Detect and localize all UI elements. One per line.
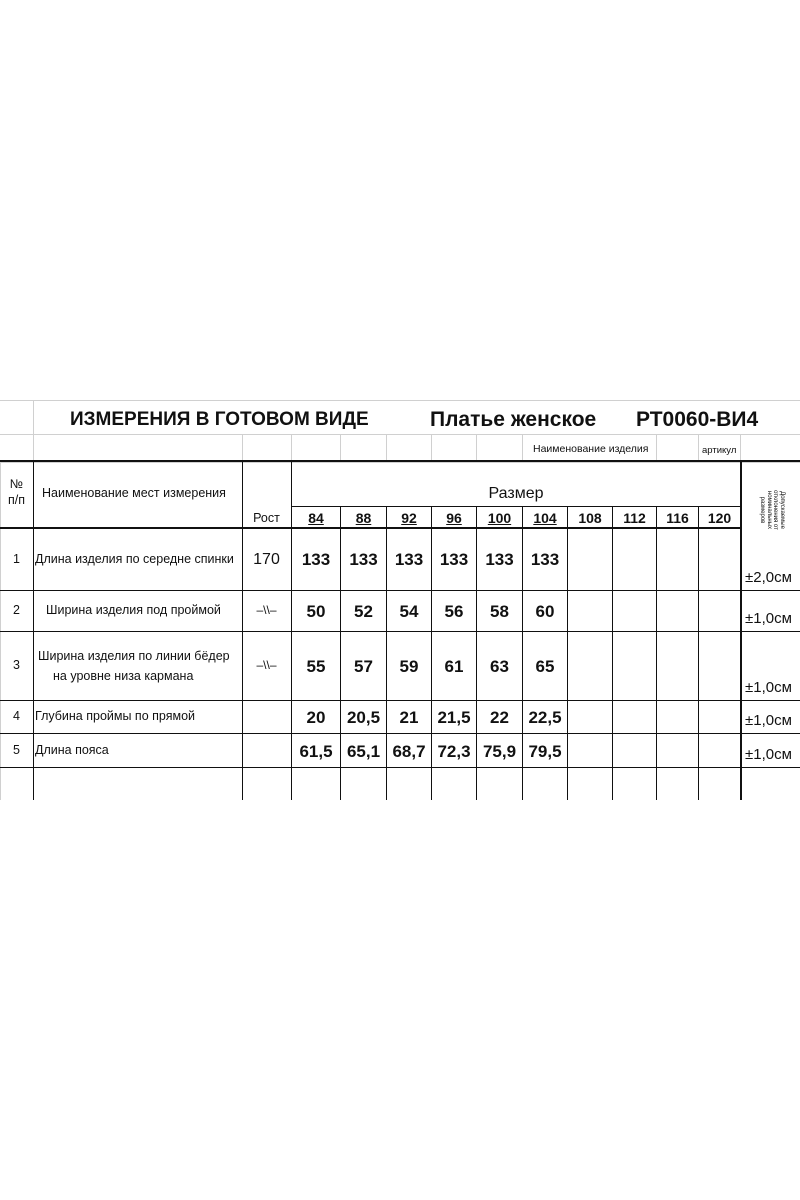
gridline — [340, 434, 341, 462]
gridline — [698, 434, 699, 462]
sheet-title: ИЗМЕРЕНИЯ В ГОТОВОМ ВИДЕ — [70, 409, 369, 430]
gridline — [291, 434, 292, 462]
size-header-cell: 120 — [707, 510, 732, 526]
column-header-height: Рост — [253, 511, 280, 525]
measurement-value: 68,7 — [392, 741, 426, 761]
column-header-tolerance: Допускаемые отклонения от номинальных размеров — [759, 490, 785, 530]
gridline — [656, 434, 657, 462]
measurement-value: 22 — [490, 708, 509, 727]
tolerance-value: ±1,0см — [745, 610, 792, 627]
gridline — [0, 434, 800, 435]
measurement-value: 63 — [490, 657, 509, 676]
table-border — [0, 700, 800, 701]
measurement-name: Длина пояса — [35, 742, 109, 757]
measurement-name: Глубина проймы по прямой — [35, 709, 195, 723]
height-value: –\\– — [256, 658, 277, 672]
gridline — [242, 434, 243, 462]
measurement-value: 61,5 — [299, 741, 333, 761]
product-name: Платье женское — [430, 408, 597, 431]
measurement-value: 133 — [394, 550, 424, 569]
table-border — [612, 506, 613, 800]
measurement-value: 75,9 — [482, 741, 517, 761]
tolerance-value: ±1,0см — [745, 679, 792, 696]
table-border — [567, 506, 568, 800]
product-name-label: Наименование изделия — [533, 443, 649, 455]
measurement-value: 65 — [535, 657, 555, 676]
measurement-value: 133 — [349, 550, 378, 569]
gridline — [522, 434, 523, 462]
measurement-value: 20,5 — [346, 708, 381, 727]
size-header-cell: 112 — [623, 510, 646, 526]
table-border — [0, 631, 800, 632]
table-border — [0, 767, 800, 768]
measurement-value: 79,5 — [528, 741, 562, 761]
row-number: 2 — [13, 603, 20, 617]
row-number: 1 — [13, 552, 20, 566]
measurement-value: 133 — [301, 550, 331, 569]
gridline — [33, 400, 34, 462]
row-number: 5 — [13, 742, 20, 757]
size-header-cell: 104 — [533, 510, 557, 526]
tolerance-value: ±2,0см — [745, 569, 792, 586]
tolerance-value: ±1,0см — [745, 746, 792, 763]
measurement-value: 50 — [306, 602, 326, 621]
measurement-name: Ширина изделия под проймой — [46, 603, 221, 617]
gridline — [386, 434, 387, 462]
measurement-name: Длина изделия по середне спинки — [35, 552, 234, 566]
measurement-value: 60 — [535, 602, 555, 621]
height-value: –\\– — [256, 603, 277, 617]
tolerance-value: ±1,0см — [745, 712, 792, 729]
article-label: артикул — [702, 445, 737, 456]
measurement-value: 54 — [399, 602, 419, 621]
measurement-value: 20 — [306, 708, 326, 727]
size-header-cell: 100 — [487, 510, 512, 526]
gridline — [0, 462, 800, 463]
column-header-size: Размер — [488, 485, 544, 502]
gridline — [431, 434, 432, 462]
size-header-cell: 92 — [401, 510, 417, 526]
measurement-value: 56 — [444, 602, 464, 621]
table-border — [292, 506, 740, 507]
article-code: РТ0060-ВИ4 — [636, 408, 759, 431]
measurement-value: 58 — [490, 602, 509, 621]
measurement-name: Ширина изделия по линии бёдер — [38, 649, 230, 663]
measurement-value: 133 — [485, 550, 514, 569]
gridline — [476, 434, 477, 462]
measurement-value: 55 — [306, 657, 326, 676]
measurement-value: 21,5 — [437, 708, 471, 727]
row-number: 4 — [13, 709, 20, 723]
measurement-value: 59 — [399, 657, 419, 676]
measurement-value: 52 — [354, 602, 373, 621]
measurement-name-line2: на уровне низа кармана — [53, 669, 194, 683]
size-header-cell: 108 — [578, 510, 602, 526]
measurement-value: 72,3 — [437, 741, 471, 761]
gridline — [0, 400, 800, 401]
size-header-cell: 96 — [446, 510, 462, 526]
table-border — [33, 462, 34, 800]
measurement-value: 21 — [399, 708, 419, 727]
measurement-value: 133 — [530, 550, 560, 569]
size-header-cell: 88 — [355, 510, 372, 526]
measurement-value: 133 — [439, 550, 469, 569]
column-header-number: № п/п — [7, 477, 25, 507]
measurement-value: 61 — [444, 657, 464, 676]
table-border — [0, 590, 800, 591]
size-header-cell: 84 — [308, 510, 324, 526]
measurement-value: 22,5 — [528, 708, 562, 727]
table-border — [656, 506, 657, 800]
table-border — [0, 733, 800, 734]
measurement-value: 65,1 — [346, 741, 381, 761]
size-header-cell: 116 — [666, 510, 689, 526]
gridline — [740, 434, 741, 462]
table-border — [0, 460, 800, 462]
table-border — [0, 527, 740, 529]
height-value: 170 — [253, 551, 280, 568]
measurement-value: 57 — [354, 657, 373, 676]
column-header-name: Наименование мест измерения — [42, 486, 226, 500]
row-number: 3 — [13, 658, 20, 672]
table-border — [698, 506, 699, 800]
